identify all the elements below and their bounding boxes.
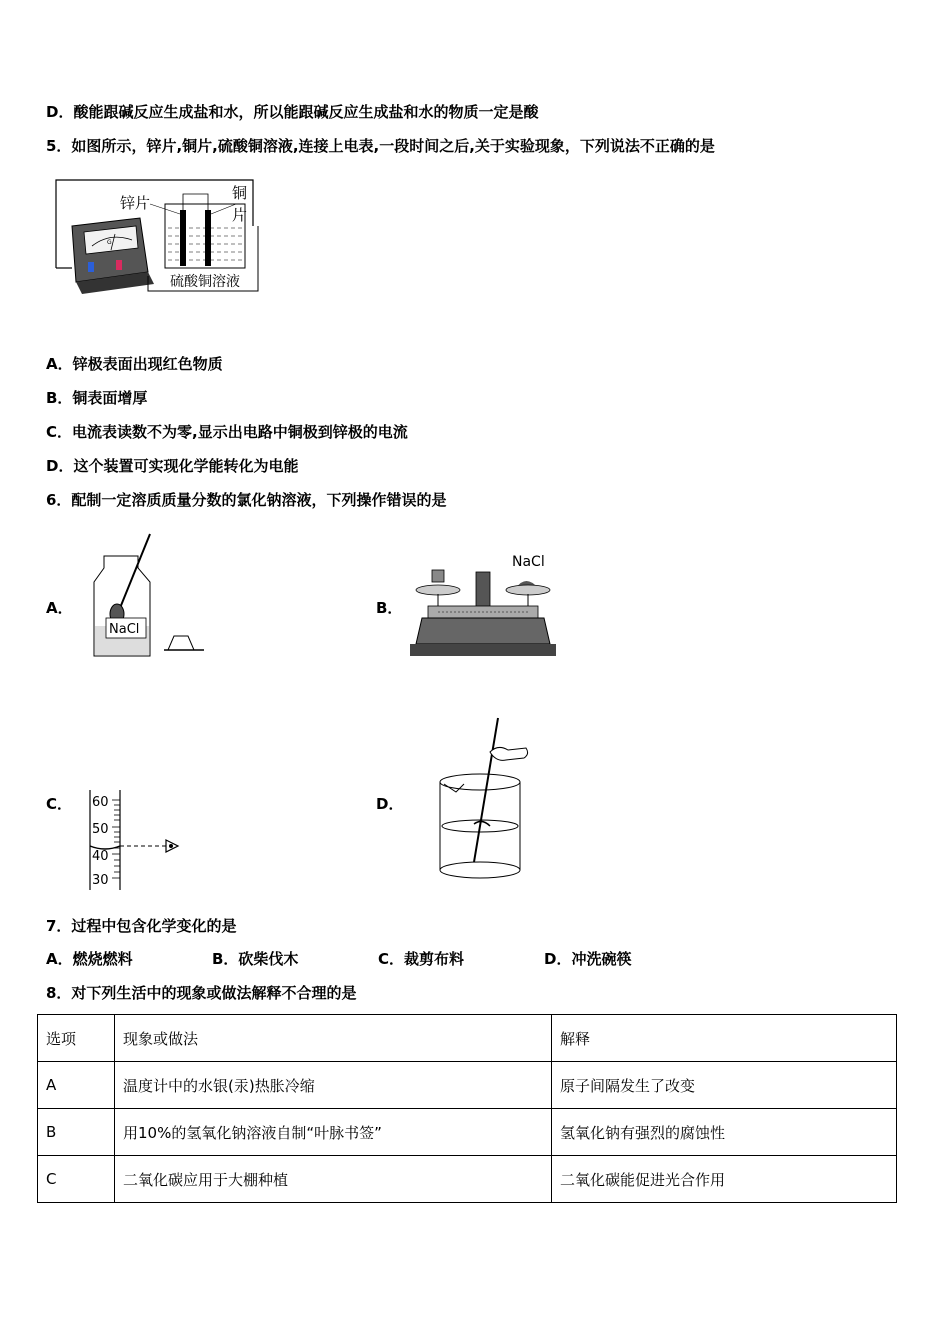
- solution-label: 硫酸铜溶液: [170, 274, 240, 290]
- q5-option-c: C．电流表读数不为零,显示出电路中铜极到锌极的电流: [46, 423, 408, 441]
- q7-option-b: B．砍柴伐木: [212, 950, 299, 968]
- table-row: [38, 1156, 897, 1203]
- q7-option-a: A．燃烧燃料: [46, 950, 133, 968]
- beaker-stirring-figure: [434, 714, 534, 884]
- q8-stem: 8．对下列生活中的现象或做法解释不合理的是: [46, 984, 357, 1002]
- q5-option-b: B．铜表面增厚: [46, 389, 148, 407]
- q4-option-d: D．酸能跟碱反应生成盐和水，所以能跟碱反应生成盐和水的物质一定是酸: [46, 103, 539, 121]
- header-phenomenon: 现象或做法: [115, 1015, 552, 1062]
- table-row: [38, 1062, 897, 1109]
- tick-50: 50: [92, 822, 109, 837]
- svg-text:G: G: [107, 239, 112, 246]
- q6-stem: 6．配制一定溶质质量分数的氯化钠溶液，下列操作错误的是: [46, 491, 447, 509]
- q6-label-d: D．: [376, 795, 404, 813]
- header-option: 选项: [38, 1015, 115, 1062]
- q5-option-d: D．这个装置可实现化学能转化为电能: [46, 457, 299, 475]
- tick-60: 60: [92, 795, 109, 810]
- header-explanation: 解释: [552, 1015, 897, 1062]
- q7-option-d: D．冲洗碗筷: [544, 950, 632, 968]
- q7-stem: 7．过程中包含化学变化的是: [46, 917, 237, 935]
- q6-label-c: C．: [46, 795, 73, 813]
- copper-label-1: 铜: [232, 184, 248, 202]
- row-c-explanation: 二氧化碳能促进光合作用: [552, 1156, 897, 1203]
- galvanic-cell-figure: [48, 176, 263, 294]
- row-a-option: A: [38, 1062, 115, 1109]
- row-b-phenomenon: 用10%的氢氧化钠溶液自制“叶脉书签”: [115, 1109, 552, 1156]
- q5-option-a: A．锌极表面出现红色物质: [46, 355, 223, 373]
- q6-label-a: A．: [46, 599, 73, 617]
- row-a-explanation: 原子间隔发生了改变: [552, 1062, 897, 1109]
- row-b-explanation: 氢氧化钠有强烈的腐蚀性: [552, 1109, 897, 1156]
- graduated-cylinder-figure: [86, 790, 186, 892]
- q8-table: [37, 1014, 897, 1203]
- tick-30: 30: [92, 873, 109, 888]
- bottle-nacl-label: NaCl: [109, 622, 140, 637]
- q5-stem: 5．如图所示，锌片,铜片,硫酸铜溶液,连接上电表,一段时间之后,关于实验现象，下列说法不正确的是: [46, 137, 715, 155]
- q6-label-b: B．: [376, 599, 403, 617]
- balance-nacl-label: NaCl: [512, 554, 545, 570]
- row-c-option: C: [38, 1156, 115, 1203]
- q7-option-c: C．裁剪布料: [378, 950, 465, 968]
- balance-figure: [408, 548, 558, 660]
- tick-40: 40: [92, 849, 109, 864]
- table-row: [38, 1109, 897, 1156]
- row-b-option: B: [38, 1109, 115, 1156]
- table-header-row: [38, 1015, 897, 1062]
- copper-label-2: 片: [232, 206, 248, 224]
- zinc-label: 锌片: [120, 194, 151, 212]
- reagent-bottle-figure: [88, 530, 208, 660]
- row-c-phenomenon: 二氧化碳应用于大棚种植: [115, 1156, 552, 1203]
- row-a-phenomenon: 温度计中的水银(汞)热胀冷缩: [115, 1062, 552, 1109]
